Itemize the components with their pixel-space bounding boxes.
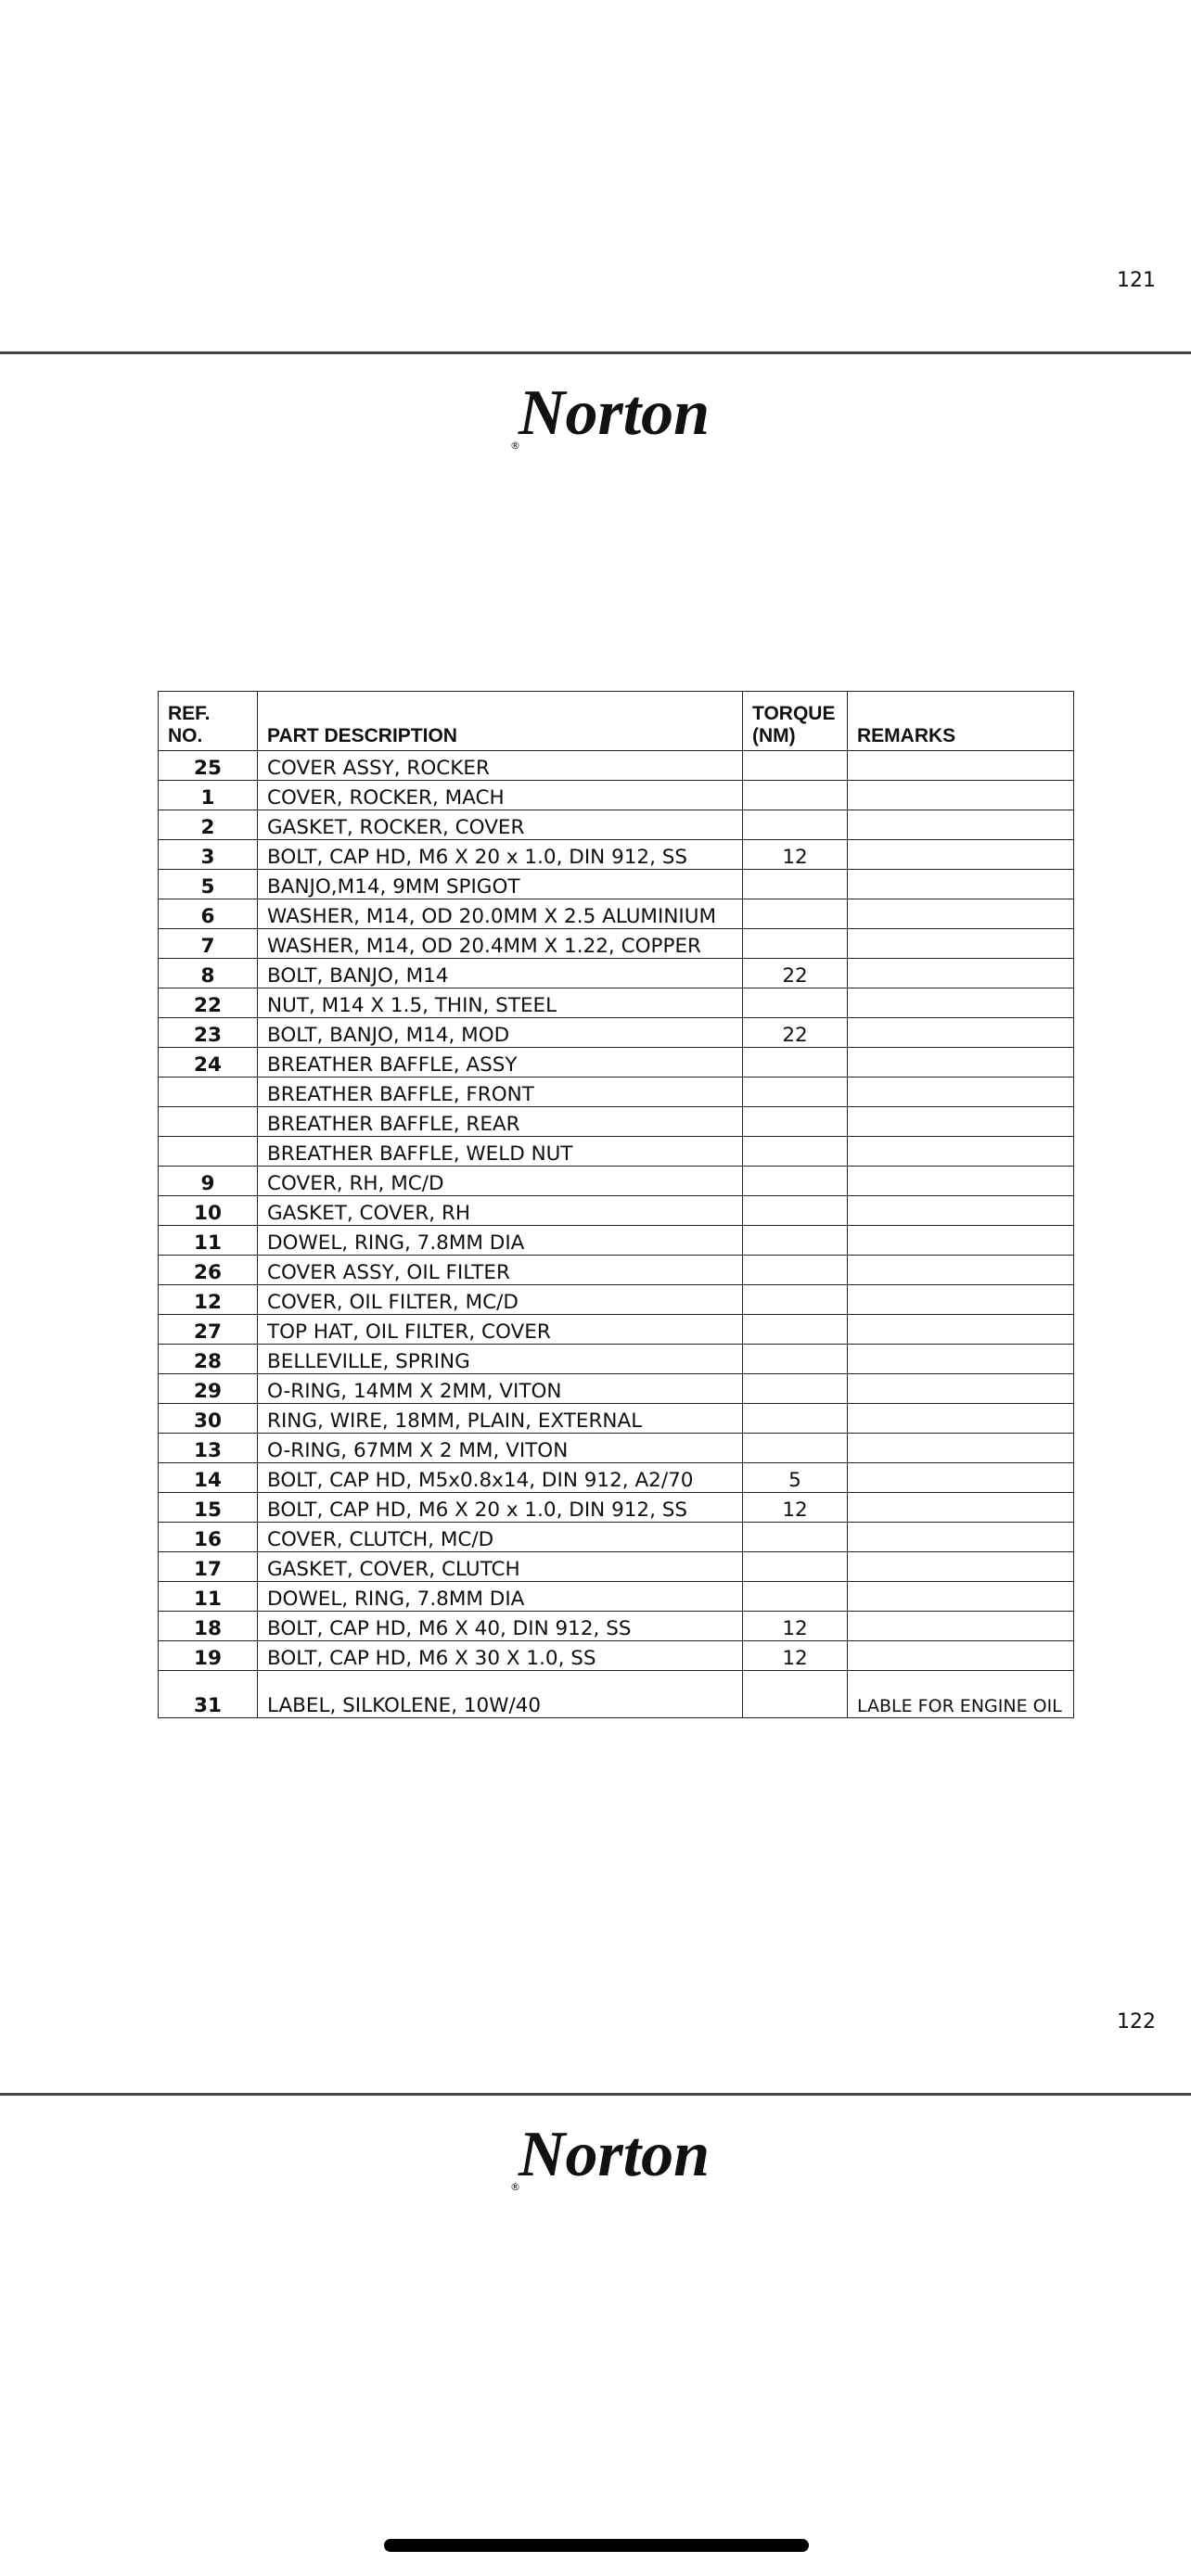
part-description-cell: O-RING, 14MM X 2MM, VITON bbox=[258, 1374, 743, 1404]
home-indicator[interactable] bbox=[384, 2539, 809, 2552]
torque-cell bbox=[743, 870, 848, 899]
norton-logo bbox=[493, 373, 735, 456]
part-description-cell: GASKET, COVER, CLUTCH bbox=[258, 1552, 743, 1582]
remarks-cell bbox=[848, 1285, 1074, 1315]
ref-no-cell: 9 bbox=[159, 1167, 258, 1196]
remarks-cell bbox=[848, 1196, 1074, 1226]
ref-no-cell: 25 bbox=[159, 751, 258, 781]
remarks-cell: LABLE FOR ENGINE OIL bbox=[848, 1671, 1074, 1718]
ref-no-cell: 23 bbox=[159, 1018, 258, 1048]
part-description-cell: COVER, RH, MC/D bbox=[258, 1167, 743, 1196]
remarks-cell bbox=[848, 781, 1074, 810]
ref-no-cell: 11 bbox=[159, 1226, 258, 1256]
table-row bbox=[159, 988, 1074, 1018]
torque-cell: 12 bbox=[743, 840, 848, 870]
remarks-cell bbox=[848, 988, 1074, 1018]
ref-no-cell: 6 bbox=[159, 899, 258, 929]
torque-cell bbox=[743, 1078, 848, 1107]
parts-table bbox=[158, 691, 1074, 1718]
part-description-cell: LABEL, SILKOLENE, 10W/40 bbox=[258, 1671, 743, 1718]
part-description-cell: BOLT, CAP HD, M6 X 20 x 1.0, DIN 912, SS bbox=[258, 840, 743, 870]
ref-no-cell: 31 bbox=[159, 1671, 258, 1718]
table-row bbox=[159, 1641, 1074, 1671]
remarks-cell bbox=[848, 959, 1074, 988]
table-row bbox=[159, 929, 1074, 959]
table-row bbox=[159, 1256, 1074, 1285]
ref-no-cell: 12 bbox=[159, 1285, 258, 1315]
part-description-cell: BOLT, BANJO, M14, MOD bbox=[258, 1018, 743, 1048]
remarks-cell bbox=[848, 1523, 1074, 1552]
torque-cell: 12 bbox=[743, 1641, 848, 1671]
remarks-cell bbox=[848, 1552, 1074, 1582]
table-row bbox=[159, 1552, 1074, 1582]
part-description-cell: WASHER, M14, OD 20.0MM X 2.5 ALUMINIUM bbox=[258, 899, 743, 929]
part-description-header: PART DESCRIPTION bbox=[258, 692, 743, 751]
part-description-cell: BREATHER BAFFLE, ASSY bbox=[258, 1048, 743, 1078]
table-row bbox=[159, 840, 1074, 870]
part-description-cell: COVER ASSY, OIL FILTER bbox=[258, 1256, 743, 1285]
ref-no-cell: 28 bbox=[159, 1345, 258, 1374]
table-row bbox=[159, 1167, 1074, 1196]
torque-cell bbox=[743, 1315, 848, 1345]
table-row bbox=[159, 1048, 1074, 1078]
part-description-cell: BANJO,M14, 9MM SPIGOT bbox=[258, 870, 743, 899]
table-row bbox=[159, 781, 1074, 810]
remarks-cell bbox=[848, 1463, 1074, 1493]
part-description-cell: BOLT, CAP HD, M5x0.8x14, DIN 912, A2/70 bbox=[258, 1463, 743, 1493]
page-number: 122 bbox=[1117, 2010, 1156, 2034]
remarks-cell bbox=[848, 1256, 1074, 1285]
ref-no-cell: 13 bbox=[159, 1434, 258, 1463]
remarks-header: REMARKS bbox=[848, 692, 1074, 751]
ref-no-cell: 11 bbox=[159, 1582, 258, 1612]
remarks-cell bbox=[848, 840, 1074, 870]
table-row bbox=[159, 1226, 1074, 1256]
torque-header: TORQUE (NM) bbox=[743, 692, 848, 751]
part-description-cell: GASKET, COVER, RH bbox=[258, 1196, 743, 1226]
ref-no-cell: 27 bbox=[159, 1315, 258, 1345]
ref-no-cell: 29 bbox=[159, 1374, 258, 1404]
part-description-cell: RING, WIRE, 18MM, PLAIN, EXTERNAL bbox=[258, 1404, 743, 1434]
part-description-cell: BOLT, CAP HD, M6 X 20 x 1.0, DIN 912, SS bbox=[258, 1493, 743, 1523]
part-description-cell: BREATHER BAFFLE, WELD NUT bbox=[258, 1137, 743, 1167]
ref-no-cell: 30 bbox=[159, 1404, 258, 1434]
remarks-cell bbox=[848, 1493, 1074, 1523]
part-description-cell: WASHER, M14, OD 20.4MM X 1.22, COPPER bbox=[258, 929, 743, 959]
ref-no-cell: 15 bbox=[159, 1493, 258, 1523]
table-row bbox=[159, 899, 1074, 929]
table-row bbox=[159, 1434, 1074, 1463]
svg-text:®: ® bbox=[510, 440, 520, 452]
table-row bbox=[159, 1018, 1074, 1048]
ref-no-cell: 26 bbox=[159, 1256, 258, 1285]
remarks-cell bbox=[848, 1167, 1074, 1196]
part-description-cell: BREATHER BAFFLE, REAR bbox=[258, 1107, 743, 1137]
torque-cell bbox=[743, 929, 848, 959]
torque-cell bbox=[743, 1434, 848, 1463]
table-row bbox=[159, 1345, 1074, 1374]
torque-cell bbox=[743, 1226, 848, 1256]
remarks-cell bbox=[848, 870, 1074, 899]
remarks-cell bbox=[848, 1078, 1074, 1107]
part-description-cell: BOLT, CAP HD, M6 X 40, DIN 912, SS bbox=[258, 1612, 743, 1641]
page-divider bbox=[0, 2093, 1191, 2096]
ref-no-cell bbox=[159, 1078, 258, 1107]
table-row bbox=[159, 1582, 1074, 1612]
table-row bbox=[159, 1285, 1074, 1315]
torque-cell bbox=[743, 810, 848, 840]
page-divider bbox=[0, 351, 1191, 354]
table-row bbox=[159, 1671, 1074, 1718]
remarks-cell bbox=[848, 1345, 1074, 1374]
part-description-cell: BELLEVILLE, SPRING bbox=[258, 1345, 743, 1374]
torque-cell bbox=[743, 1285, 848, 1315]
torque-cell bbox=[743, 1107, 848, 1137]
table-row bbox=[159, 1493, 1074, 1523]
table-row bbox=[159, 1107, 1074, 1137]
torque-cell: 12 bbox=[743, 1493, 848, 1523]
torque-cell: 5 bbox=[743, 1463, 848, 1493]
svg-text:Norton: Norton bbox=[518, 377, 711, 449]
table-row bbox=[159, 1078, 1074, 1107]
table-row bbox=[159, 1374, 1074, 1404]
ref-no-cell: 8 bbox=[159, 959, 258, 988]
remarks-cell bbox=[848, 1315, 1074, 1345]
remarks-cell bbox=[848, 1404, 1074, 1434]
remarks-cell bbox=[848, 1107, 1074, 1137]
table-row bbox=[159, 1523, 1074, 1552]
table-row bbox=[159, 1137, 1074, 1167]
ref-no-cell: 17 bbox=[159, 1552, 258, 1582]
part-description-cell: TOP HAT, OIL FILTER, COVER bbox=[258, 1315, 743, 1345]
remarks-cell bbox=[848, 1641, 1074, 1671]
part-description-cell: COVER, OIL FILTER, MC/D bbox=[258, 1285, 743, 1315]
part-description-cell: COVER, CLUTCH, MC/D bbox=[258, 1523, 743, 1552]
remarks-cell bbox=[848, 1434, 1074, 1463]
part-description-cell: GASKET, ROCKER, COVER bbox=[258, 810, 743, 840]
part-description-cell: BOLT, CAP HD, M6 X 30 X 1.0, SS bbox=[258, 1641, 743, 1671]
torque-cell bbox=[743, 1048, 848, 1078]
ref-no-cell bbox=[159, 1107, 258, 1137]
torque-cell bbox=[743, 1582, 848, 1612]
remarks-cell bbox=[848, 929, 1074, 959]
ref-no-header: REF. NO. bbox=[159, 692, 258, 751]
torque-cell bbox=[743, 1167, 848, 1196]
part-description-cell: COVER ASSY, ROCKER bbox=[258, 751, 743, 781]
table-row bbox=[159, 751, 1074, 781]
remarks-cell bbox=[848, 1612, 1074, 1641]
torque-cell bbox=[743, 1404, 848, 1434]
table-row bbox=[159, 1463, 1074, 1493]
ref-no-cell: 22 bbox=[159, 988, 258, 1018]
table-header-row bbox=[159, 692, 1074, 751]
ref-no-cell: 1 bbox=[159, 781, 258, 810]
part-description-cell: O-RING, 67MM X 2 MM, VITON bbox=[258, 1434, 743, 1463]
parts-table-body bbox=[159, 751, 1074, 1718]
svg-text:®: ® bbox=[510, 2181, 520, 2193]
table-row bbox=[159, 870, 1074, 899]
part-description-cell: COVER, ROCKER, MACH bbox=[258, 781, 743, 810]
table-row bbox=[159, 1196, 1074, 1226]
table-row bbox=[159, 1315, 1074, 1345]
torque-cell bbox=[743, 1196, 848, 1226]
part-description-cell: BREATHER BAFFLE, FRONT bbox=[258, 1078, 743, 1107]
page-number: 121 bbox=[1117, 269, 1156, 292]
torque-cell bbox=[743, 1671, 848, 1718]
table-row bbox=[159, 959, 1074, 988]
ref-no-cell: 24 bbox=[159, 1048, 258, 1078]
table-row bbox=[159, 810, 1074, 840]
remarks-cell bbox=[848, 1374, 1074, 1404]
remarks-cell bbox=[848, 1048, 1074, 1078]
torque-cell bbox=[743, 751, 848, 781]
ref-no-cell: 18 bbox=[159, 1612, 258, 1641]
table-row bbox=[159, 1612, 1074, 1641]
ref-no-cell: 14 bbox=[159, 1463, 258, 1493]
remarks-cell bbox=[848, 810, 1074, 840]
torque-cell bbox=[743, 1137, 848, 1167]
part-description-cell: DOWEL, RING, 7.8MM DIA bbox=[258, 1226, 743, 1256]
ref-no-cell: 10 bbox=[159, 1196, 258, 1226]
norton-logo bbox=[493, 2114, 735, 2198]
torque-cell bbox=[743, 1552, 848, 1582]
remarks-cell bbox=[848, 1137, 1074, 1167]
ref-no-cell: 19 bbox=[159, 1641, 258, 1671]
torque-cell bbox=[743, 781, 848, 810]
part-description-cell: BOLT, BANJO, M14 bbox=[258, 959, 743, 988]
torque-cell bbox=[743, 988, 848, 1018]
torque-cell bbox=[743, 1345, 848, 1374]
table-row bbox=[159, 1404, 1074, 1434]
torque-cell bbox=[743, 1523, 848, 1552]
torque-cell: 22 bbox=[743, 1018, 848, 1048]
remarks-cell bbox=[848, 1018, 1074, 1048]
remarks-cell bbox=[848, 751, 1074, 781]
torque-cell bbox=[743, 1256, 848, 1285]
remarks-cell bbox=[848, 1226, 1074, 1256]
ref-no-cell: 3 bbox=[159, 840, 258, 870]
torque-cell bbox=[743, 1374, 848, 1404]
part-description-cell: NUT, M14 X 1.5, THIN, STEEL bbox=[258, 988, 743, 1018]
remarks-cell bbox=[848, 899, 1074, 929]
svg-text:Norton: Norton bbox=[518, 2119, 711, 2190]
torque-cell bbox=[743, 899, 848, 929]
torque-cell: 22 bbox=[743, 959, 848, 988]
remarks-cell bbox=[848, 1582, 1074, 1612]
ref-no-cell: 16 bbox=[159, 1523, 258, 1552]
part-description-cell: DOWEL, RING, 7.8MM DIA bbox=[258, 1582, 743, 1612]
ref-no-cell bbox=[159, 1137, 258, 1167]
ref-no-cell: 2 bbox=[159, 810, 258, 840]
ref-no-cell: 7 bbox=[159, 929, 258, 959]
ref-no-cell: 5 bbox=[159, 870, 258, 899]
torque-cell: 12 bbox=[743, 1612, 848, 1641]
